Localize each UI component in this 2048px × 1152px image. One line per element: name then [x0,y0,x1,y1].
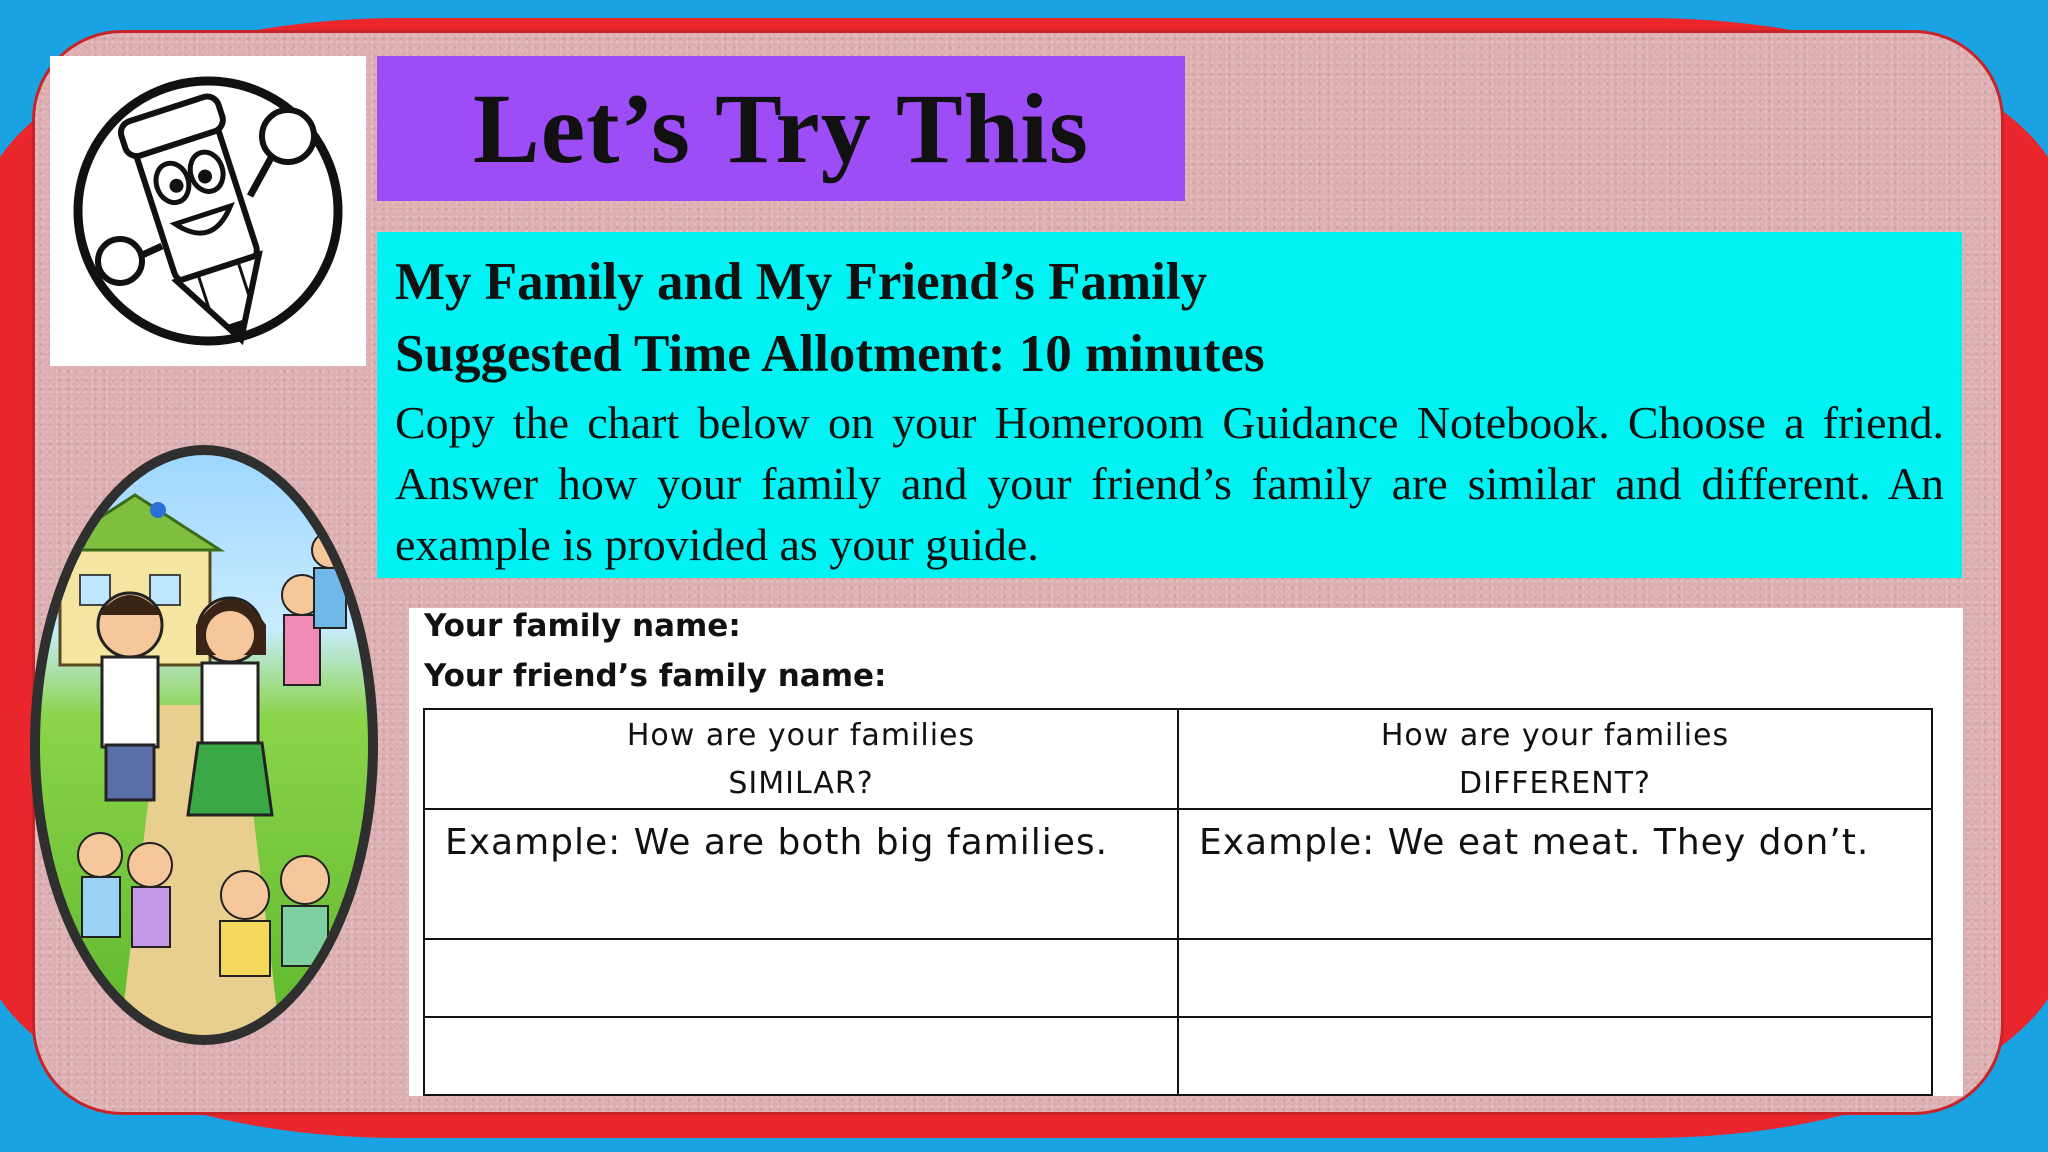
column-header-line: DIFFERENT? [1459,766,1651,801]
comparison-table [423,708,1933,1096]
time-allotment: Suggested Time Allotment: 10 minutes [395,325,1265,383]
column-header-line: SIMILAR? [728,766,874,801]
activity-info-panel [377,232,1962,578]
example-similar: Example: We are both big families. [424,809,1178,939]
title-banner [377,56,1185,201]
column-header-line: How are your families [626,718,976,753]
table-cell [1178,1017,1932,1095]
table-header-row [424,709,1932,809]
worksheet-image [409,608,1963,1096]
friend-family-name-label: Your friend’s family name: [424,658,887,694]
column-header-different [1178,709,1932,809]
children-illustration [30,445,378,1045]
table-cell [424,939,1178,1017]
table-row [424,939,1932,1017]
table-row [424,1017,1932,1095]
column-header-similar [424,709,1178,809]
activity-instructions: Copy the chart below on your Homeroom Guidance Notebook. Choose a friend. Answer how your family and your friend’s family are similar and different. An example is provided as your guide. [395,397,1944,570]
table-cell [424,1017,1178,1095]
activity-title: My Family and My Friend’s Family [395,253,1208,311]
pencil-mascot-icon [50,56,366,366]
table-cell [1178,939,1932,1017]
column-header-line: How are your families [1380,718,1730,753]
example-different: Example: We eat meat. They don’t. [1178,809,1932,939]
table-row [424,809,1932,939]
family-name-label: Your family name: [424,608,741,644]
page-title: Let’s Try This [473,73,1089,184]
